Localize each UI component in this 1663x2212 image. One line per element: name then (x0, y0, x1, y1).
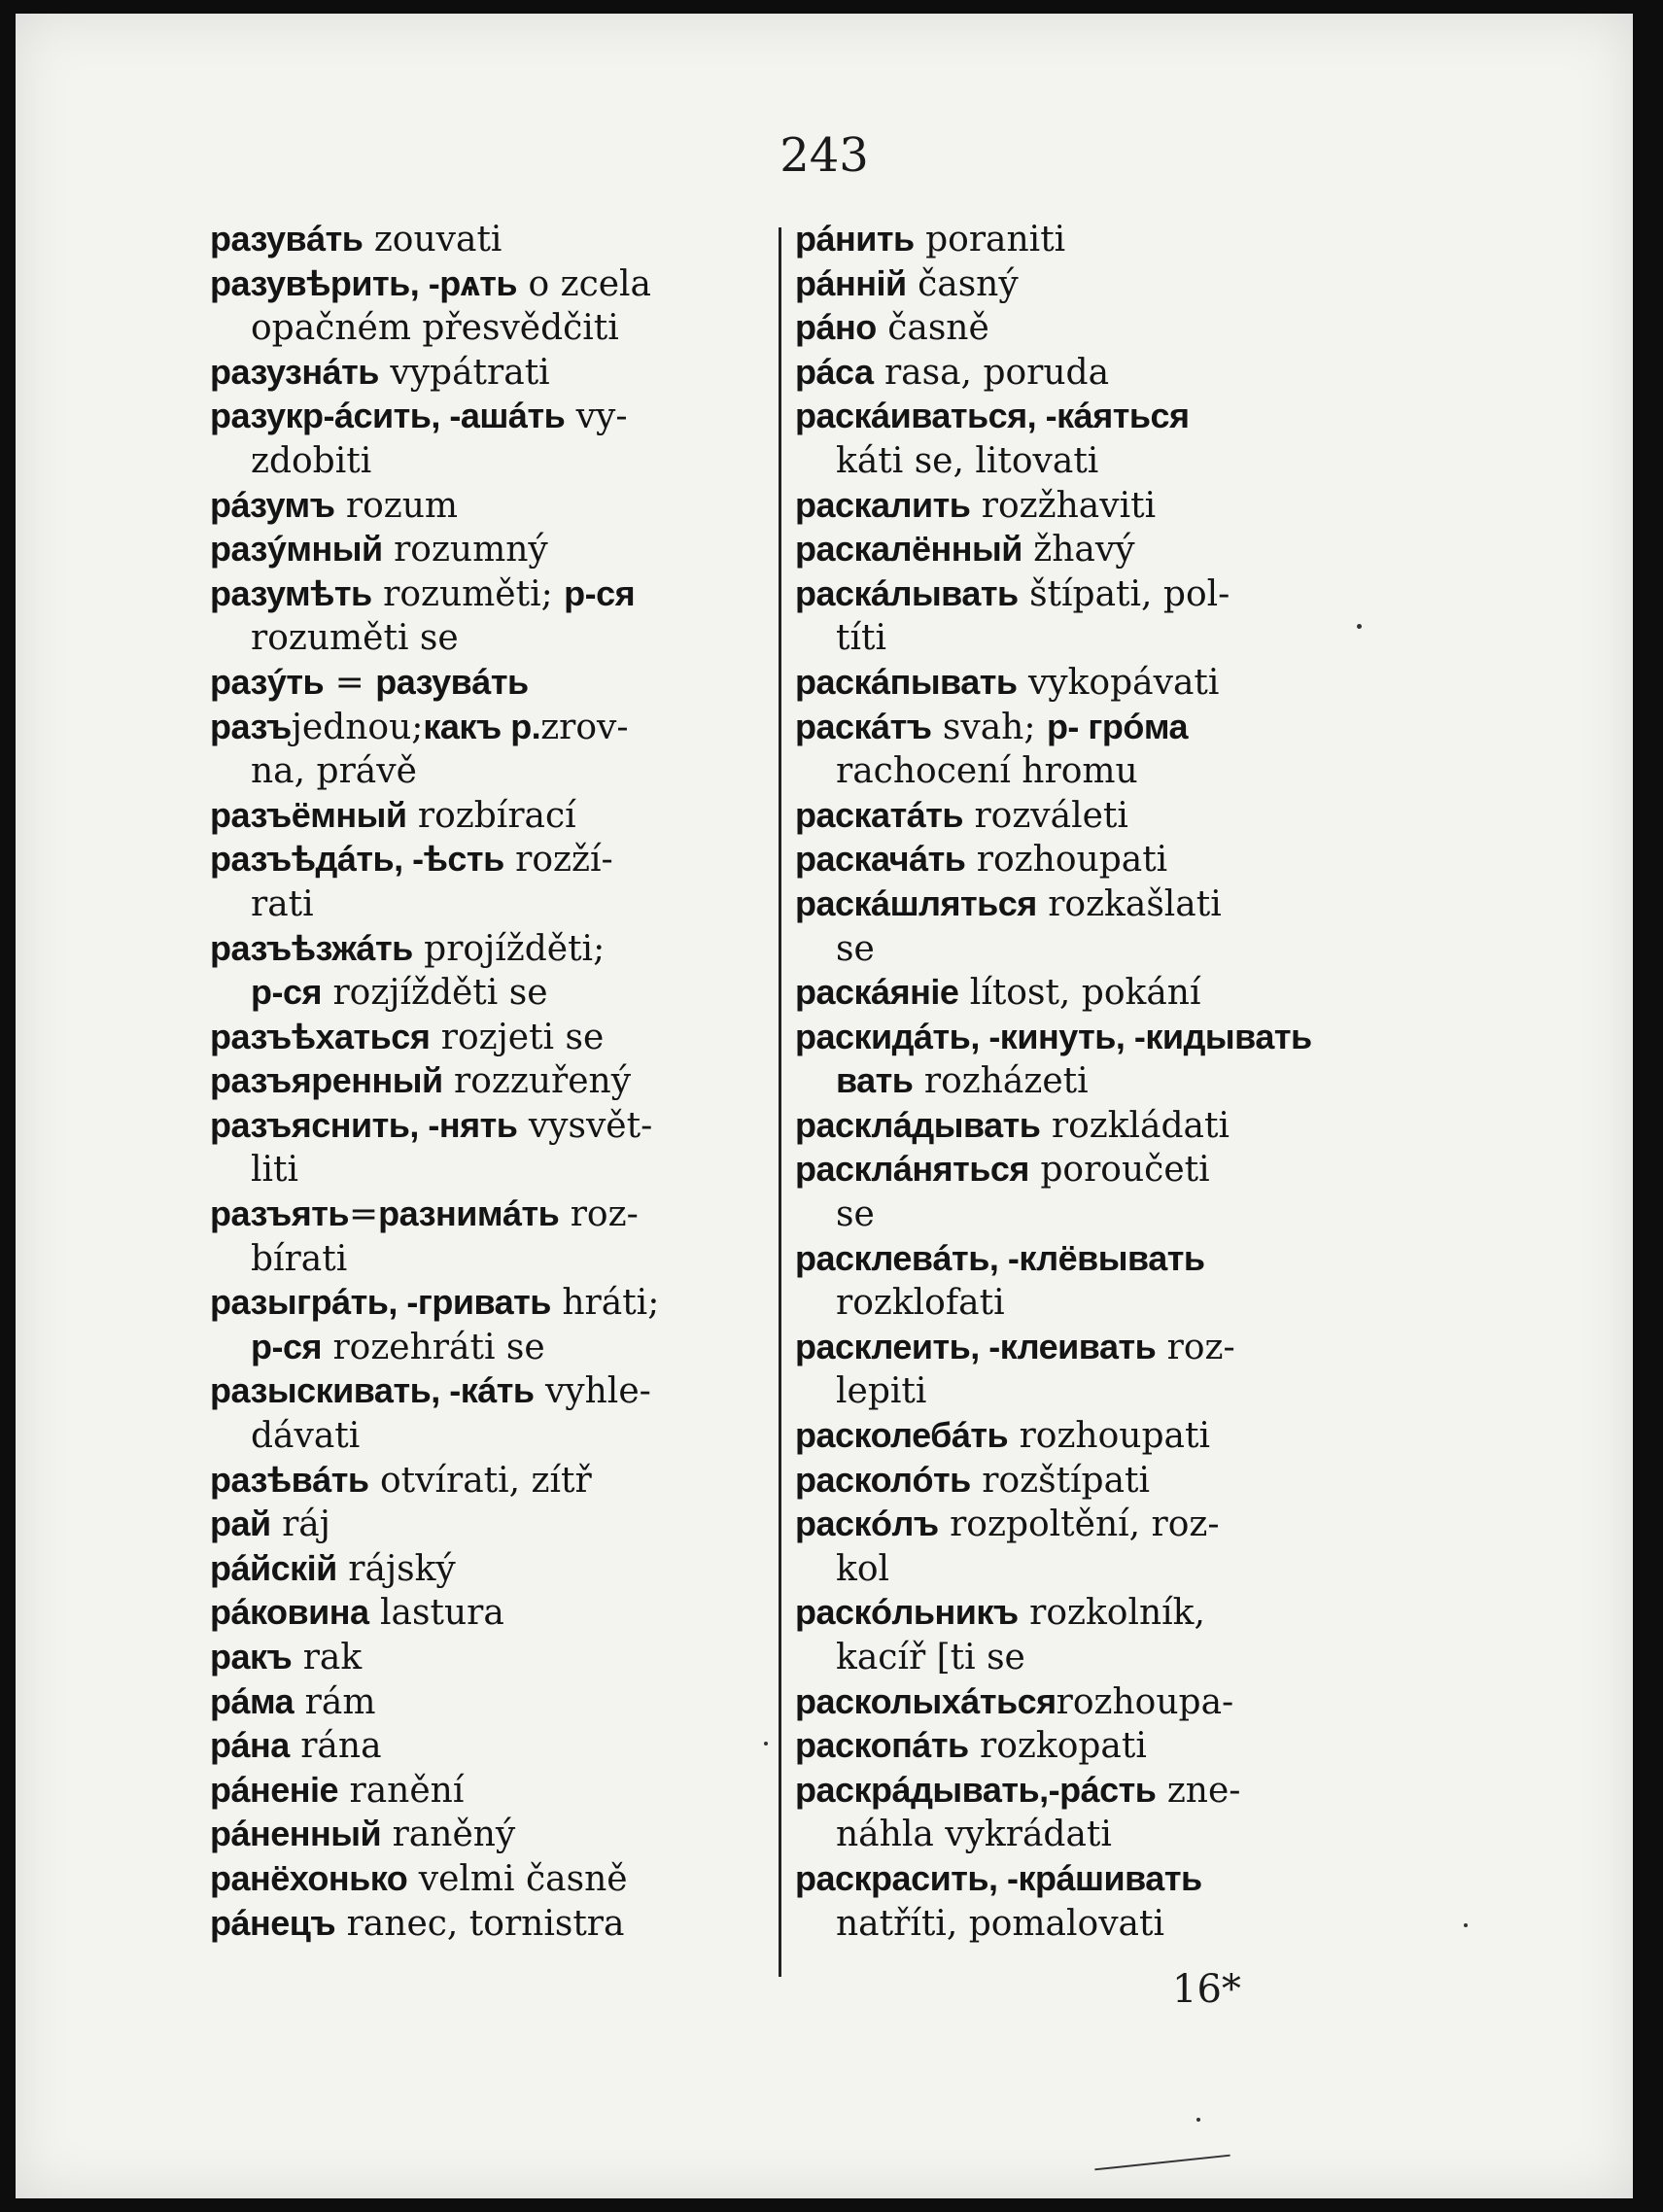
headword: разъѣдáть, -ѣсть (210, 839, 504, 880)
headword: расклáняться (795, 1149, 1029, 1190)
gloss: rozházeti (913, 1061, 1089, 1102)
entry-line (210, 1767, 783, 1812)
gloss: rasa, poruda (873, 352, 1110, 393)
entry-line (795, 437, 1369, 482)
entry-line (210, 216, 783, 260)
headword: раскопáть (795, 1725, 969, 1766)
entry-line (210, 1412, 783, 1457)
headword: разýмный (210, 529, 383, 570)
gloss: lepiti (836, 1371, 927, 1412)
gloss: rozží- (503, 840, 613, 881)
headword: раскалить (795, 484, 971, 525)
entry-line (795, 659, 1369, 704)
headword: расклевáть, -клёвывать (795, 1237, 1205, 1278)
headword: рáма (210, 1680, 294, 1721)
entry-line (210, 260, 783, 305)
gloss: rájský (336, 1548, 456, 1589)
speck (1464, 1923, 1468, 1927)
entry-line (795, 393, 1369, 437)
headword: рáненный (210, 1814, 382, 1854)
headword: р-ся (251, 972, 323, 1013)
entry-line (795, 1900, 1369, 1945)
gloss: velmi časně (407, 1858, 628, 1899)
entry-line (795, 1678, 1369, 1723)
entry-line (795, 1722, 1369, 1767)
headword: рай (210, 1503, 271, 1544)
gloss: ranec, tornistra (335, 1903, 625, 1944)
gloss: náhla vykrádati (836, 1815, 1112, 1855)
entry-line (210, 836, 783, 881)
entry-line (210, 393, 783, 437)
entry-line (210, 1235, 783, 1280)
entry-line (210, 1191, 783, 1235)
entry-line (210, 792, 783, 837)
entry-line (210, 747, 783, 792)
headword: разýть (210, 661, 325, 702)
gloss: natříti, pomalovati (836, 1903, 1164, 1944)
gloss: káti se, litovati (836, 440, 1099, 481)
entry-line (795, 969, 1369, 1014)
gloss: rozhoupa- (1056, 1681, 1234, 1722)
gloss: rám (294, 1681, 376, 1722)
speck (1357, 624, 1362, 629)
entry-line (795, 260, 1369, 305)
entry-line (210, 659, 783, 704)
headword: расклеить, -клеивать (795, 1326, 1157, 1366)
entry-line (210, 1855, 783, 1900)
gloss: rozum (334, 485, 459, 526)
entry-line (795, 1057, 1369, 1102)
headword: расколыхáться (795, 1680, 1057, 1721)
headword: раскрасить, -крáшивать (795, 1857, 1202, 1898)
entry-line (210, 881, 783, 925)
gloss: rozumný (382, 530, 548, 570)
gloss: se (836, 1194, 875, 1235)
headword: раскáшляться (795, 882, 1037, 923)
gloss: rak (292, 1638, 363, 1677)
gloss: bírati (251, 1238, 348, 1279)
left-column (210, 216, 783, 1944)
gloss: vysvět- (517, 1105, 653, 1146)
entry-line (210, 349, 783, 394)
headword: раскáяніе (795, 972, 959, 1013)
gloss: rachocení hromu (836, 751, 1138, 792)
entry-line (210, 1457, 783, 1502)
entry-line (795, 704, 1369, 748)
gloss: rozzuřený (442, 1061, 632, 1102)
entry-line (795, 1235, 1369, 1280)
headword: разувáть (210, 219, 364, 259)
entry-line (795, 1634, 1369, 1678)
entry-line (795, 1811, 1369, 1855)
entry-line (210, 1324, 783, 1368)
entry-line (210, 1545, 783, 1590)
gloss: zne- (1156, 1770, 1241, 1811)
headword: раскрáдывать,-рáсть (795, 1769, 1157, 1810)
entry-line (795, 1412, 1369, 1457)
headword: разувѣрить, -рѧть (210, 262, 518, 303)
gloss: rozkopati (968, 1726, 1147, 1767)
entry-line (210, 437, 783, 482)
gloss: svah; (931, 707, 1047, 747)
headword: разукр-áсить, -ашáть (210, 396, 566, 436)
gloss: ranění (338, 1770, 465, 1811)
gloss: lastura (368, 1593, 504, 1634)
entry-line (795, 526, 1369, 570)
headword: р-ся (564, 572, 636, 613)
entry-line (795, 1324, 1369, 1368)
entry-line (795, 792, 1369, 837)
headword: ранёхонько (210, 1857, 408, 1898)
headword: р- грóма (1046, 706, 1189, 746)
entry-line (210, 526, 783, 570)
headword: раскóльникъ (795, 1592, 1019, 1633)
gloss: rozžhaviti (970, 485, 1157, 526)
gloss: jednou; (291, 707, 424, 747)
column-divider (779, 227, 781, 1977)
gloss: hráti; (550, 1283, 660, 1324)
headword: разнимáть (378, 1193, 560, 1234)
headword: расклáдывать (795, 1104, 1041, 1145)
gloss: časně (876, 308, 989, 349)
headword: рáнній (795, 262, 907, 303)
headword: рáно (795, 307, 877, 348)
headword: раскáиваться, -кáяться (795, 396, 1190, 436)
gloss: kacíř [ti se (836, 1638, 1025, 1677)
entry-line (210, 1722, 783, 1767)
entry-line (210, 1678, 783, 1723)
gloss: rozjížděti se (322, 973, 548, 1014)
gloss: títi (836, 618, 886, 659)
gloss: žhavý (1022, 530, 1135, 570)
gloss: časný (906, 263, 1019, 304)
headword: рáйскій (210, 1547, 337, 1588)
gloss: roz- (1156, 1327, 1235, 1367)
gloss: rozklofati (836, 1283, 1005, 1324)
gloss: rozhoupati (1008, 1416, 1210, 1457)
gloss: vy- (565, 397, 628, 437)
gloss: dávati (251, 1416, 361, 1457)
gloss: rozjeti se (430, 1017, 605, 1057)
headword: раскáлывать (795, 572, 1019, 613)
entry-line (795, 1367, 1369, 1412)
page-number: 243 (780, 128, 869, 183)
entry-line (795, 1589, 1369, 1634)
gloss: rozuměti; (371, 573, 565, 614)
headword: раскóлъ (795, 1503, 939, 1544)
entry-line (795, 1855, 1369, 1900)
headword: разъѣхаться (210, 1016, 431, 1056)
entry-line (210, 1900, 783, 1945)
headword: разыскивать, -кáть (210, 1370, 535, 1411)
entry-line (795, 614, 1369, 659)
gloss: raněný (381, 1815, 516, 1855)
gloss: se (836, 928, 875, 969)
entry-line (210, 1146, 783, 1191)
gloss: poraniti (914, 220, 1066, 259)
entry-line (210, 570, 783, 615)
entry-line (210, 1014, 783, 1058)
headword: разыгрáть, -гривать (210, 1282, 551, 1323)
headword: раскáпывать (795, 661, 1018, 702)
gloss: štípati, pol- (1018, 573, 1230, 614)
headword: разъёмный (210, 794, 407, 835)
entry-line (210, 1279, 783, 1324)
headword: расколебáть (795, 1415, 1009, 1456)
entry-line (795, 349, 1369, 394)
entry-line (210, 1367, 783, 1412)
headword: разъ (210, 706, 292, 746)
speck (1196, 2118, 1200, 2122)
entry-line (210, 1811, 783, 1855)
entry-line (210, 482, 783, 527)
headword: разъять (210, 1193, 349, 1234)
gloss: rozuměti se (251, 618, 459, 659)
entry-line (795, 747, 1369, 792)
entry-line (210, 969, 783, 1014)
signature-mark: 16* (1172, 1967, 1241, 2012)
entry-line (795, 482, 1369, 527)
entry-line (795, 1146, 1369, 1191)
gloss: rozváleti (963, 795, 1128, 836)
gloss: zdobiti (251, 440, 372, 481)
headword: рáнецъ (210, 1902, 336, 1943)
entry-line (210, 1057, 783, 1102)
gloss: rána (289, 1726, 382, 1767)
headword: расколóть (795, 1459, 971, 1500)
headword: какъ р. (423, 706, 541, 746)
headword: разъѣзжáть (210, 927, 413, 968)
gloss: vyhle- (534, 1371, 651, 1412)
right-column (795, 216, 1369, 1944)
entry-line (795, 1501, 1369, 1545)
entry-line (795, 570, 1369, 615)
scratch-mark (1094, 2155, 1230, 2171)
gloss: projížděti; (412, 928, 606, 969)
gloss: rozhoupati (965, 840, 1168, 881)
headword: ракъ (210, 1637, 293, 1676)
gloss: opačném přesvědčiti (251, 308, 619, 349)
entry-line (795, 881, 1369, 925)
headword: р-ся (251, 1326, 323, 1366)
gloss: otvírati, zítř (368, 1460, 592, 1501)
entry-line (795, 1102, 1369, 1147)
headword: рáса (795, 351, 874, 392)
gloss: rati (251, 883, 314, 924)
dictionary-page (16, 14, 1633, 2198)
entry-line (795, 1014, 1369, 1058)
headword: рáковина (210, 1592, 369, 1633)
headword: разѣвáть (210, 1459, 369, 1500)
gloss: rozštípati (970, 1460, 1151, 1501)
entry-line (210, 1634, 783, 1678)
gloss: rozpoltění, roz- (938, 1504, 1220, 1545)
entry-line (795, 1545, 1369, 1590)
entry-line (795, 1767, 1369, 1812)
entry-line (795, 304, 1369, 349)
entry-line (795, 216, 1369, 260)
headword: раскачáть (795, 839, 966, 880)
gloss: rozkolník, (1018, 1593, 1205, 1634)
headword: рáнить (795, 219, 915, 259)
headword: разумѣть (210, 572, 372, 613)
gloss: liti (251, 1150, 299, 1191)
gloss: na, právě (251, 751, 417, 792)
gloss: = (348, 1194, 379, 1235)
entry-line (795, 1191, 1369, 1235)
gloss: vykopávati (1017, 662, 1220, 703)
entry-line (210, 1102, 783, 1147)
gloss: zrov- (540, 707, 629, 747)
entry-line (795, 836, 1369, 881)
headword: раскидáть, -кинуть, -кидывать (795, 1016, 1312, 1056)
gloss: roz- (559, 1194, 639, 1235)
headword: раскáтъ (795, 706, 932, 746)
entry-line (210, 614, 783, 659)
entry-line (795, 925, 1369, 970)
headword: рáненіе (210, 1769, 339, 1810)
headword: раскалённый (795, 529, 1022, 570)
gloss: vypátrati (378, 352, 550, 393)
headword: разувáть (375, 661, 529, 702)
headword: разъяренный (210, 1060, 443, 1101)
headword: раскатáть (795, 794, 963, 835)
gloss: o zcela (517, 263, 652, 304)
gloss: poroučeti (1028, 1150, 1210, 1191)
entry-line (795, 1457, 1369, 1502)
entry-line (210, 925, 783, 970)
gloss: = (324, 662, 376, 703)
headword: вать (836, 1060, 914, 1101)
entry-line (795, 1279, 1369, 1324)
gloss: rozkašlati (1036, 883, 1222, 924)
headword: разузнáть (210, 351, 379, 392)
gloss: rozkládati (1040, 1105, 1230, 1146)
headword: рáна (210, 1725, 290, 1766)
gloss: ráj (270, 1504, 330, 1545)
gloss: zouvati (363, 220, 502, 259)
entry-line (210, 1501, 783, 1545)
headword: разъяснить, -нять (210, 1104, 518, 1145)
entry-line (210, 704, 783, 748)
entry-line (210, 1589, 783, 1634)
gloss: rozehráti se (322, 1327, 545, 1367)
headword: рáзумъ (210, 484, 335, 525)
gloss: rozbírací (406, 795, 576, 836)
entry-line (210, 304, 783, 349)
speck (764, 1742, 768, 1745)
gloss: kol (836, 1548, 890, 1589)
gloss: lítost, pokání (958, 973, 1201, 1014)
